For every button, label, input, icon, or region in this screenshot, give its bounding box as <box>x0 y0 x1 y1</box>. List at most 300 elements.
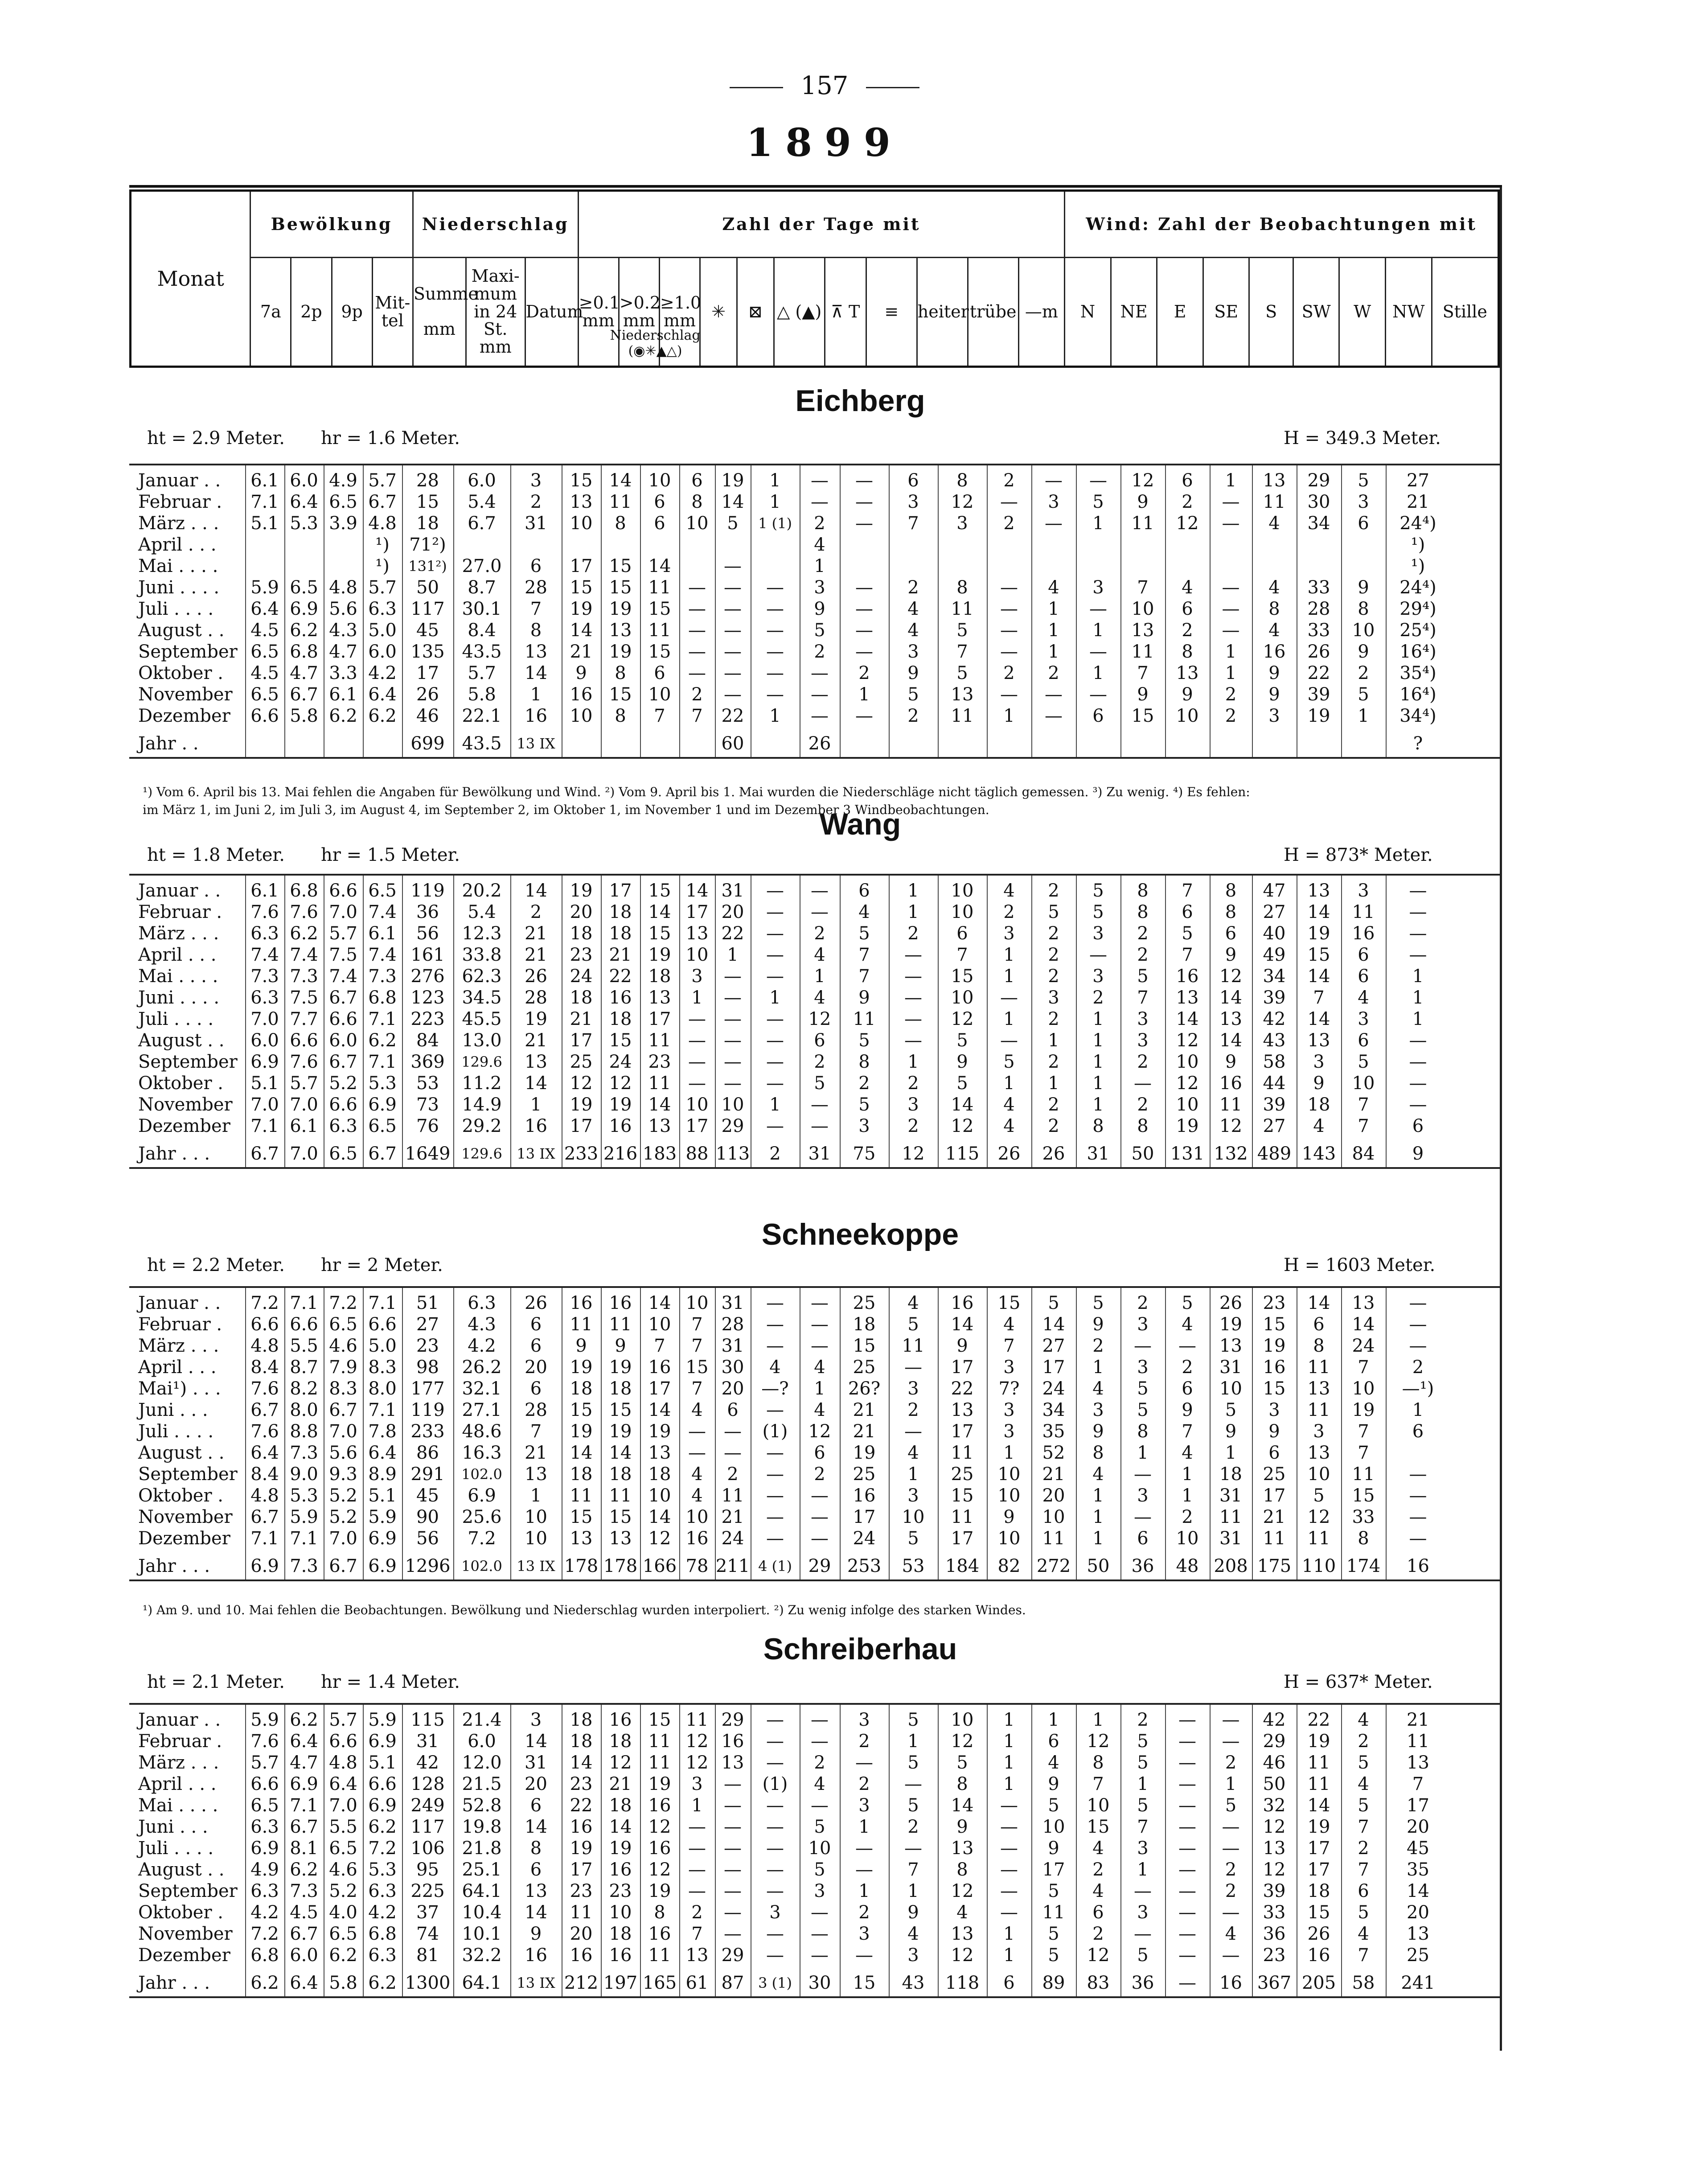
table-row <box>129 1795 1500 1816</box>
table-cell: 20 <box>570 1924 593 1944</box>
table-cell: 7 <box>1358 1859 1369 1880</box>
table-cell: 8 <box>1358 599 1369 619</box>
table-cell: 2 <box>1182 1357 1193 1378</box>
table-cell: 19 <box>525 1009 547 1029</box>
table-cell: 33.8 <box>462 945 502 965</box>
table-cell: 1 <box>1092 1528 1104 1549</box>
table-cell: 37 <box>416 1902 439 1923</box>
table-cell: 5.7 <box>468 663 496 683</box>
table-cell: 223 <box>410 1009 445 1029</box>
col-wind-nw: NW <box>1385 258 1432 367</box>
table-cell: 46 <box>416 706 439 726</box>
table-cell: 7.0 <box>250 1094 279 1115</box>
table-cell: 291 <box>410 1464 445 1485</box>
table-cell: 42 <box>1263 1009 1286 1029</box>
month-label: Mai . . . . <box>138 966 218 987</box>
table-cell: 25.1 <box>462 1859 502 1880</box>
table-cell: 23 <box>570 945 593 965</box>
table-cell: 29 <box>721 1945 744 1966</box>
station-ht: ht = 2.1 Meter. <box>147 1672 285 1692</box>
month-label: Dezember <box>138 1116 230 1136</box>
table-cell: 6 <box>1268 1443 1280 1463</box>
table-cell: 7.6 <box>250 1421 279 1442</box>
table-cell: 75 <box>853 1143 876 1164</box>
table-cell: 4 <box>1092 1838 1104 1859</box>
table-cell: 5.7 <box>329 1710 357 1730</box>
table-row <box>129 534 1500 555</box>
table-cell: 12 <box>648 1817 671 1837</box>
table-cell: 24 <box>609 1052 632 1072</box>
table-cell: — <box>1000 1859 1018 1880</box>
table-cell: 10 <box>1352 620 1375 641</box>
col-9p: 9p <box>332 258 372 367</box>
table-cell: 29 <box>808 1556 831 1576</box>
table-cell: — <box>1222 577 1240 598</box>
table-cell: — <box>1178 1731 1196 1752</box>
table-cell: 13 <box>1407 1752 1429 1773</box>
table-cell: 6.7 <box>250 1143 279 1164</box>
table-cell: 29.2 <box>462 1116 502 1136</box>
table-cell: — <box>855 1859 873 1880</box>
table-cell: — <box>811 1293 829 1313</box>
table-cell: 17 <box>685 1116 709 1136</box>
table-cell: 5.3 <box>290 513 318 534</box>
table-cell: 30 <box>808 1973 831 1993</box>
table-cell: 62.3 <box>462 966 502 987</box>
table-cell: 14 <box>1307 902 1330 922</box>
table-row <box>129 1506 1500 1528</box>
table-cell: — <box>1222 1731 1240 1752</box>
table-cell: 6.6 <box>329 1009 357 1029</box>
col-truebe: trübe <box>968 258 1018 367</box>
table-cell: 1 <box>1092 1073 1104 1094</box>
table-cell: 7 <box>691 1378 703 1399</box>
table-cell: 1 <box>907 880 919 901</box>
table-cell: 1649 <box>405 1143 451 1164</box>
table-cell: 5 <box>1358 684 1369 705</box>
month-label: März . . . <box>138 1336 219 1356</box>
table-cell: 58 <box>1263 1052 1286 1072</box>
table-cell: 7 <box>1358 1094 1369 1115</box>
col-7a: 7a <box>250 258 291 367</box>
table-cell: — <box>1000 492 1018 512</box>
col-ge-01: ≥0.1 mm <box>578 258 619 367</box>
table-cell: 6.0 <box>368 642 397 662</box>
table-cell: 43 <box>1263 1030 1286 1051</box>
table-cell: 2 <box>1048 880 1059 901</box>
table-cell: 2 <box>1182 492 1193 512</box>
table-cell: 16 <box>1407 1556 1429 1576</box>
table-cell: 11 <box>648 1752 671 1773</box>
table-cell: 8 <box>1182 642 1193 662</box>
table-cell: 7.1 <box>368 1400 397 1420</box>
table-cell: 7.0 <box>329 1528 357 1549</box>
table-cell: 3 <box>814 1881 825 1901</box>
table-cell: 7.1 <box>250 492 279 512</box>
table-cell: 4 <box>1003 880 1015 901</box>
table-cell: 98 <box>416 1357 439 1378</box>
table-cell: 39 <box>1263 1094 1286 1115</box>
table-cell: 12 <box>951 1009 974 1029</box>
table-cell: 249 <box>410 1795 445 1816</box>
table-cell: 10 <box>525 1528 547 1549</box>
table-cell: 7.1 <box>250 1116 279 1136</box>
table-cell: — <box>1409 880 1427 901</box>
table-cell: 13 <box>951 684 974 705</box>
table-cell: — <box>811 1902 829 1923</box>
table-cell: — <box>811 1485 829 1506</box>
table-cell: — <box>1045 684 1063 705</box>
table-cell: 17 <box>570 556 593 576</box>
table-cell: 6 <box>1092 706 1104 726</box>
table-cell: 11 <box>1307 1774 1330 1794</box>
table-cell: 18 <box>570 1731 593 1752</box>
table-cell: 6.6 <box>368 1314 397 1335</box>
table-cell: 18 <box>570 923 593 944</box>
table-cell: 6.6 <box>250 1314 279 1335</box>
table-cell: 4 <box>1268 577 1280 598</box>
table-cell: — <box>766 1336 784 1356</box>
table-cell: 5 <box>1092 1293 1104 1313</box>
table-cell: 5 <box>907 1795 919 1816</box>
table-cell: 11 <box>648 620 671 641</box>
table-cell: 11 <box>721 1485 744 1506</box>
table-cell: 7.5 <box>329 945 357 965</box>
table-cell: 4 <box>1092 1378 1104 1399</box>
table-cell: 161 <box>410 945 445 965</box>
table-cell: 16 <box>609 1293 632 1313</box>
table-row <box>129 1880 1500 1902</box>
table-cell: 7.6 <box>250 902 279 922</box>
table-cell: 7.3 <box>290 1443 318 1463</box>
table-cell: 128 <box>410 1774 445 1794</box>
table-cell: 6 <box>530 1795 542 1816</box>
table-cell: 16 <box>721 1731 744 1752</box>
table-cell: 2 <box>1182 1507 1193 1527</box>
table-cell: 7 <box>1358 1116 1369 1136</box>
table-cell: ¹) <box>375 535 390 555</box>
month-label: August . . <box>138 1030 225 1051</box>
table-cell: — <box>1134 1881 1152 1901</box>
table-cell: 19 <box>648 1774 671 1794</box>
table-cell: 6.6 <box>250 706 279 726</box>
table-cell: 18 <box>609 923 632 944</box>
table-cell: 1 <box>1003 1073 1015 1094</box>
table-cell: 3 <box>1003 1357 1015 1378</box>
table-cell: — <box>688 620 706 641</box>
table-cell: 6.6 <box>290 1314 318 1335</box>
table-cell: — <box>1089 599 1107 619</box>
table-cell: 6.2 <box>290 1710 318 1730</box>
station-elevation: H = 1603 Meter. <box>1284 1255 1436 1275</box>
table-row <box>129 1731 1500 1752</box>
col-snow-icon: ✳ <box>700 258 737 367</box>
table-cell: 43.5 <box>462 642 502 662</box>
table-cell: 14 <box>525 1902 547 1923</box>
table-cell: 7.4 <box>368 902 397 922</box>
station-ht: ht = 2.2 Meter. <box>147 1255 285 1275</box>
col-maximum: Maxi-mum in 24 St. mm <box>466 258 525 367</box>
table-cell: — <box>904 1838 922 1859</box>
table-cell: 5.9 <box>250 1710 279 1730</box>
month-label: Februar . <box>138 902 222 922</box>
table-row <box>129 901 1500 923</box>
table-cell: 9 <box>575 663 587 683</box>
table-cell: 4 <box>691 1464 703 1485</box>
table-cell: — <box>766 1314 784 1335</box>
table-cell: 129.6 <box>461 1145 502 1162</box>
table-cell: 2 <box>1137 945 1149 965</box>
table-row <box>129 987 1500 1008</box>
table-cell: 5 <box>727 513 739 534</box>
table-cell: 1 <box>769 470 781 491</box>
page-number: 157 <box>691 71 958 100</box>
table-cell: 3 <box>1268 1400 1280 1420</box>
table-cell: 39 <box>1307 684 1330 705</box>
table-cell: 3 <box>907 1094 919 1115</box>
table-cell: — <box>1178 1817 1196 1837</box>
table-cell: 3 <box>1092 577 1104 598</box>
table-cell: 31 <box>1219 1485 1242 1506</box>
table-cell: 5.7 <box>368 470 397 491</box>
table-cell: 13 <box>1263 470 1286 491</box>
table-row <box>129 662 1500 684</box>
month-label: Januar . . <box>138 470 221 491</box>
table-cell: 24⁴) <box>1399 577 1436 598</box>
table-cell: — <box>688 1052 706 1072</box>
table-cell: 10 <box>997 1528 1021 1549</box>
table-cell: 13 <box>1263 1838 1286 1859</box>
table-cell: 1 <box>1003 1009 1015 1029</box>
table-cell: 58 <box>1352 1973 1375 1993</box>
table-cell: 46 <box>1263 1752 1286 1773</box>
table-cell: 4.0 <box>329 1902 357 1923</box>
table-cell: 3 <box>1137 1314 1149 1335</box>
footnote: im März 1, im Juni 2, im Juli 3, im August 4, im September 2, im Oktober 1, im November 1 und im Dezember 3 Windbeobachtungen. <box>143 802 989 817</box>
table-cell: 4 <box>1358 1710 1369 1730</box>
table-cell: 7.0 <box>290 1094 318 1115</box>
table-cell: 6.0 <box>290 470 318 491</box>
table-cell: — <box>724 556 742 576</box>
table-cell: 4 <box>1358 1774 1369 1794</box>
table-cell: 119 <box>410 1400 445 1420</box>
table-cell: 131 <box>1170 1143 1205 1164</box>
table-cell: — <box>1409 1030 1427 1051</box>
station-table <box>129 1703 1500 1998</box>
table-cell: 2 <box>907 1073 919 1094</box>
table-cell: 14 <box>609 1817 632 1837</box>
table-cell: 11 <box>609 1485 632 1506</box>
table-cell: 1 <box>1003 1710 1015 1730</box>
table-cell: 2 <box>1358 1838 1369 1859</box>
table-cell: 12.0 <box>462 1752 502 1773</box>
table-cell: 10 <box>648 1485 671 1506</box>
table-row <box>129 598 1500 620</box>
table-cell: 6.9 <box>250 1052 279 1072</box>
table-cell: 21 <box>609 945 632 965</box>
table-cell: 16 <box>648 1795 671 1816</box>
station-hr: hr = 1.6 Meter. <box>321 428 460 448</box>
month-label: November <box>138 684 233 705</box>
station-hr: hr = 2 Meter. <box>321 1255 443 1275</box>
table-cell: 14.9 <box>462 1094 502 1115</box>
table-cell: — <box>688 663 706 683</box>
table-cell: 17 <box>1307 1859 1330 1880</box>
table-cell: 4.8 <box>250 1485 279 1506</box>
month-label: März . . . <box>138 1752 219 1773</box>
table-cell: 6.6 <box>329 880 357 901</box>
table-cell: 5.6 <box>329 599 357 619</box>
table-cell: 20 <box>1042 1485 1065 1506</box>
month-label: Mai . . . . <box>138 556 218 576</box>
table-cell: 7 <box>1137 1817 1149 1837</box>
table-cell: 8.3 <box>329 1378 357 1399</box>
table-cell: — <box>1222 492 1240 512</box>
table-cell: 9 <box>1225 1052 1237 1072</box>
table-cell: 21.8 <box>462 1838 502 1859</box>
table-cell: 4.7 <box>290 663 318 683</box>
table-cell: 56 <box>416 1528 439 1549</box>
table-cell: 61 <box>685 1973 709 1993</box>
table-cell: 7.3 <box>290 1556 318 1576</box>
table-row <box>129 1115 1500 1137</box>
table-cell: 7 <box>1137 987 1149 1008</box>
table-cell: 12 <box>609 1752 632 1773</box>
table-cell: 6.4 <box>250 599 279 619</box>
table-cell: 12 <box>1131 470 1154 491</box>
table-cell: 13 <box>1131 620 1154 641</box>
table-cell: 17 <box>951 1357 974 1378</box>
table-cell: 177 <box>410 1378 445 1399</box>
table-cell: 4 <box>1225 1924 1237 1944</box>
table-cell: 9 <box>1048 1838 1059 1859</box>
table-cell: 3 <box>858 1924 870 1944</box>
table-cell: 6.7 <box>250 1507 279 1527</box>
table-cell: 6 <box>530 1336 542 1356</box>
table-cell: 19 <box>1307 923 1330 944</box>
table-cell: 18 <box>609 1924 632 1944</box>
table-cell: 178 <box>564 1556 599 1576</box>
table-cell: 1 <box>1003 1945 1015 1966</box>
table-cell: 205 <box>1301 1973 1336 1993</box>
table-cell: 3 <box>1313 1052 1325 1072</box>
table-cell: 5.7 <box>250 1752 279 1773</box>
table-cell: 5.9 <box>368 1710 397 1730</box>
table-cell: 3 <box>1358 880 1369 901</box>
table-cell: — <box>1409 1485 1427 1506</box>
table-cell: 5 <box>1137 1378 1149 1399</box>
table-cell: 3 <box>1092 1400 1104 1420</box>
table-cell: 3 <box>1092 966 1104 987</box>
table-cell: 16 <box>853 1485 876 1506</box>
table-cell: 6.0 <box>290 1945 318 1966</box>
table-cell: 21.5 <box>462 1774 502 1794</box>
table-cell: 22 <box>1307 663 1330 683</box>
table-cell: 34.5 <box>462 987 502 1008</box>
table-cell: 129.6 <box>461 1053 502 1070</box>
table-cell: 27 <box>416 1314 439 1335</box>
table-cell: — <box>1000 1030 1018 1051</box>
table-cell: 1 <box>1092 513 1104 534</box>
table-cell: 6.2 <box>368 1973 397 1993</box>
table-row <box>129 1773 1500 1795</box>
table-cell: 5.1 <box>368 1485 397 1506</box>
table-cell: 10 <box>1176 1094 1199 1115</box>
table-cell: 51 <box>416 1293 439 1313</box>
table-cell: 25.6 <box>462 1507 502 1527</box>
table-cell: 74 <box>416 1924 439 1944</box>
table-cell: 6.0 <box>250 1030 279 1051</box>
table-cell: 5 <box>1092 880 1104 901</box>
table-cell: 45 <box>1407 1838 1429 1859</box>
month-label: April . . . <box>138 1774 217 1794</box>
table-cell: 17 <box>570 1030 593 1051</box>
table-cell: 11 <box>648 1731 671 1752</box>
table-cell: 5.9 <box>250 577 279 598</box>
table-cell: 4 <box>814 1774 825 1794</box>
table-cell: 31 <box>1219 1357 1242 1378</box>
table-cell: 4.8 <box>250 1336 279 1356</box>
table-cell: 7.3 <box>250 966 279 987</box>
table-cell: — <box>811 1710 829 1730</box>
table-cell: 135 <box>410 642 445 662</box>
table-cell: — <box>724 1817 742 1837</box>
table-cell: 13 <box>1176 663 1199 683</box>
table-cell: 4.6 <box>329 1336 357 1356</box>
table-cell: 3 <box>530 470 542 491</box>
table-cell: 13 <box>525 1052 547 1072</box>
table-cell: 8.0 <box>290 1400 318 1420</box>
table-cell: 3 <box>1003 1421 1015 1442</box>
table-cell: 7.6 <box>250 1731 279 1752</box>
table-row <box>129 1421 1500 1442</box>
table-cell: 6 <box>530 1378 542 1399</box>
month-label: August . . <box>138 1443 225 1463</box>
table-cell: 7.2 <box>468 1528 496 1549</box>
table-cell: — <box>688 1030 706 1051</box>
table-cell: 19 <box>1352 1400 1375 1420</box>
table-cell: 9 <box>1048 1774 1059 1794</box>
table-cell: 16 <box>685 1528 709 1549</box>
table-cell: 5.4 <box>468 492 496 512</box>
table-cell: 35⁴) <box>1399 663 1436 683</box>
table-cell: 9 <box>956 1817 968 1837</box>
table-row <box>129 1709 1500 1731</box>
table-cell: 26 <box>1307 642 1330 662</box>
table-cell: 11 <box>1407 1731 1429 1752</box>
table-cell: 2 <box>769 1143 781 1164</box>
table-row <box>129 1902 1500 1923</box>
table-cell: 9 <box>1182 684 1193 705</box>
table-cell: — <box>724 1795 742 1816</box>
table-row <box>129 1292 1500 1314</box>
table-cell: — <box>724 1881 742 1901</box>
table-cell: 174 <box>1346 1556 1381 1576</box>
table-cell: 31 <box>1219 1528 1242 1549</box>
table-cell: 5.7 <box>329 923 357 944</box>
table-cell: 4.6 <box>329 1859 357 1880</box>
table-cell: 14 <box>648 556 671 576</box>
table-cell: 15 <box>648 599 671 619</box>
table-cell: 11 <box>1307 1357 1330 1378</box>
table-cell: — <box>766 1464 784 1485</box>
table-cell: 8 <box>530 620 542 641</box>
table-cell: — <box>688 1073 706 1094</box>
month-label: März . . . <box>138 513 219 534</box>
table-cell: — <box>1222 620 1240 641</box>
table-cell: 23 <box>416 1336 439 1356</box>
table-cell: 1 <box>1225 1443 1237 1463</box>
